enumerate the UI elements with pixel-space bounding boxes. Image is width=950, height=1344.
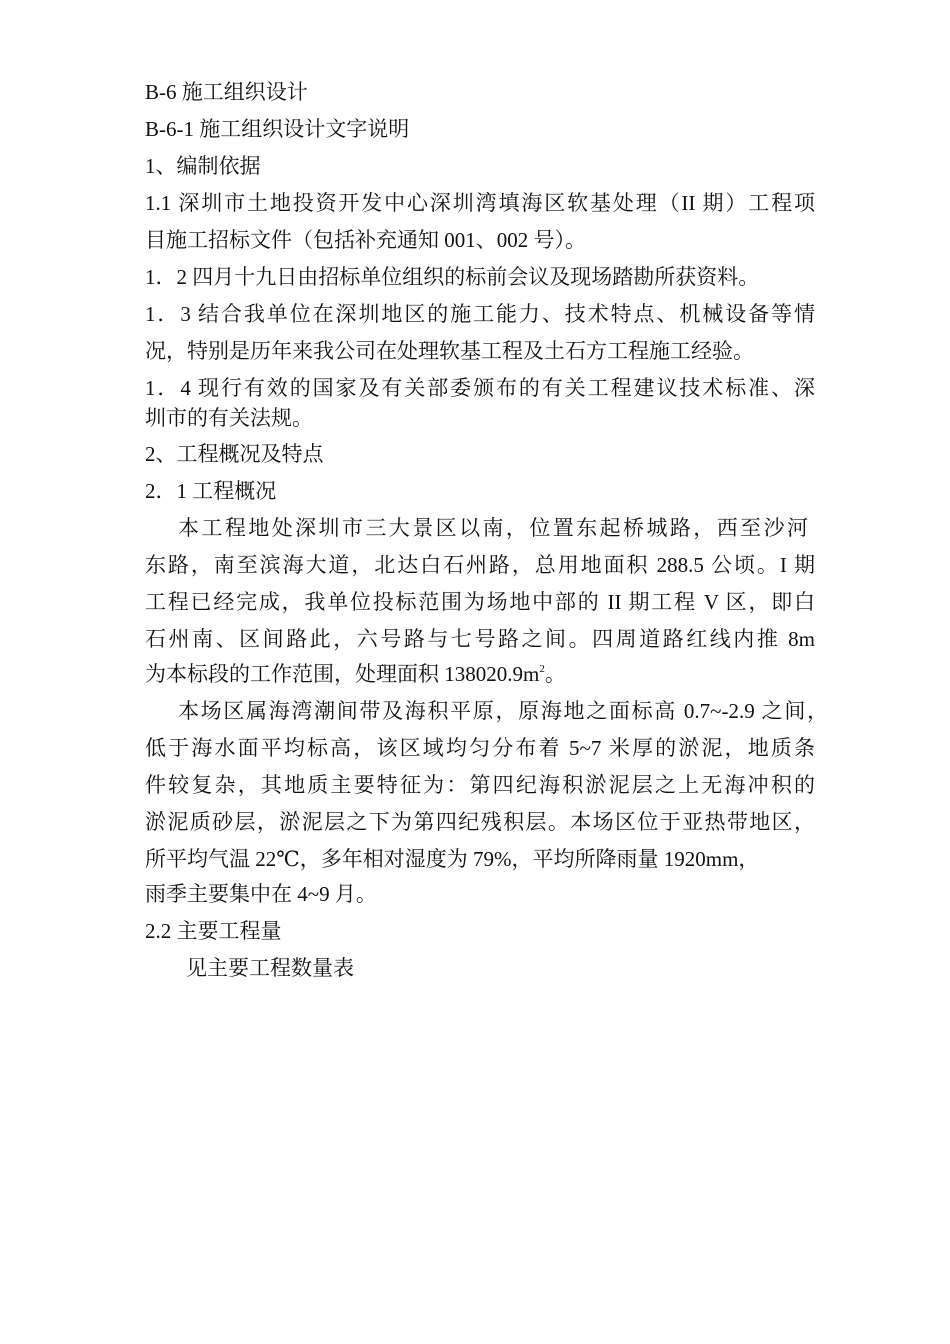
para-2-1-b-line: 所平均气温 22℃，多年相对湿度为 79%，平均所降雨量 1920mm， xyxy=(145,847,760,871)
para-2-1-a-line: 本工程地处深圳市三大景区以南，位置东起桥城路，西至沙河 xyxy=(178,516,808,540)
para-2-1-a-line: 石州南、区间路此，六号路与七号路之间。四周道路红线内推 8m xyxy=(145,627,815,651)
item-1-4-line: 1．4 现行有效的国家及有关部委颁布的有关工程建议技术标准、深 xyxy=(145,376,815,400)
para-2-1-b-line: 件较复杂，其地质主要特征为：第四纪海积淤泥层之上无海冲积的 xyxy=(145,773,815,797)
sentence-end: 。 xyxy=(544,662,566,686)
item-1-1-line: 1.1 深圳市土地投资开发中心深圳湾填海区软基处理（II 期）工程项 xyxy=(145,191,815,215)
para-2-2: 见主要工程数量表 xyxy=(186,956,354,980)
heading-b6-1: B-6-1 施工组织设计文字说明 xyxy=(145,117,410,141)
section-2-title: 2、工程概况及特点 xyxy=(145,442,324,466)
para-2-1-b-line: 低于海水面平均标高，该区域均匀分布着 5~7 米厚的淤泥，地质条 xyxy=(145,736,815,760)
processing-area-text: 为本标段的工作范围，处理面积 138020.9m xyxy=(145,662,540,686)
para-2-1-b-line: 淤泥质砂层，淤泥层之下为第四纪残积层。本场区位于亚热带地区， xyxy=(145,810,815,834)
heading-b6: B-6 施工组织设计 xyxy=(145,80,308,104)
para-2-1-b-line: 本场区属海湾潮间带及海积平原，原海地之面标高 0.7~-2.9 之间， xyxy=(178,699,828,723)
item-1-2: 1．2 四月十九日由招标单位组织的标前会议及现场踏勘所获资料。 xyxy=(145,265,760,289)
area-unit-superscript: 2 xyxy=(539,663,545,675)
para-2-1-a-line: 东路，南至滨海大道，北达白石州路，总用地面积 288.5 公顷。I 期 xyxy=(145,553,815,577)
subsection-2-2-title: 2.2 主要工程量 xyxy=(145,919,282,943)
item-1-3-line: 况，特别是历年来我公司在处理软基工程及土石方工程施工经验。 xyxy=(145,339,754,363)
item-1-4-line: 圳市的有关法规。 xyxy=(145,406,313,430)
item-1-3-line: 1．3 结合我单位在深圳地区的施工能力、技术特点、机械设备等情 xyxy=(145,302,815,326)
para-2-1-b-line: 雨季主要集中在 4~9 月。 xyxy=(145,882,377,906)
para-2-1-a-last-line xyxy=(145,660,566,688)
subsection-2-1-title: 2．1 工程概况 xyxy=(145,479,277,503)
item-1-1-line: 目施工招标文件（包括补充通知 001、002 号）。 xyxy=(145,228,586,252)
section-1-title: 1、编制依据 xyxy=(145,154,261,178)
para-2-1-a-line: 工程已经完成，我单位投标范围为场地中部的 II 期工程 V 区，即白 xyxy=(145,590,815,614)
